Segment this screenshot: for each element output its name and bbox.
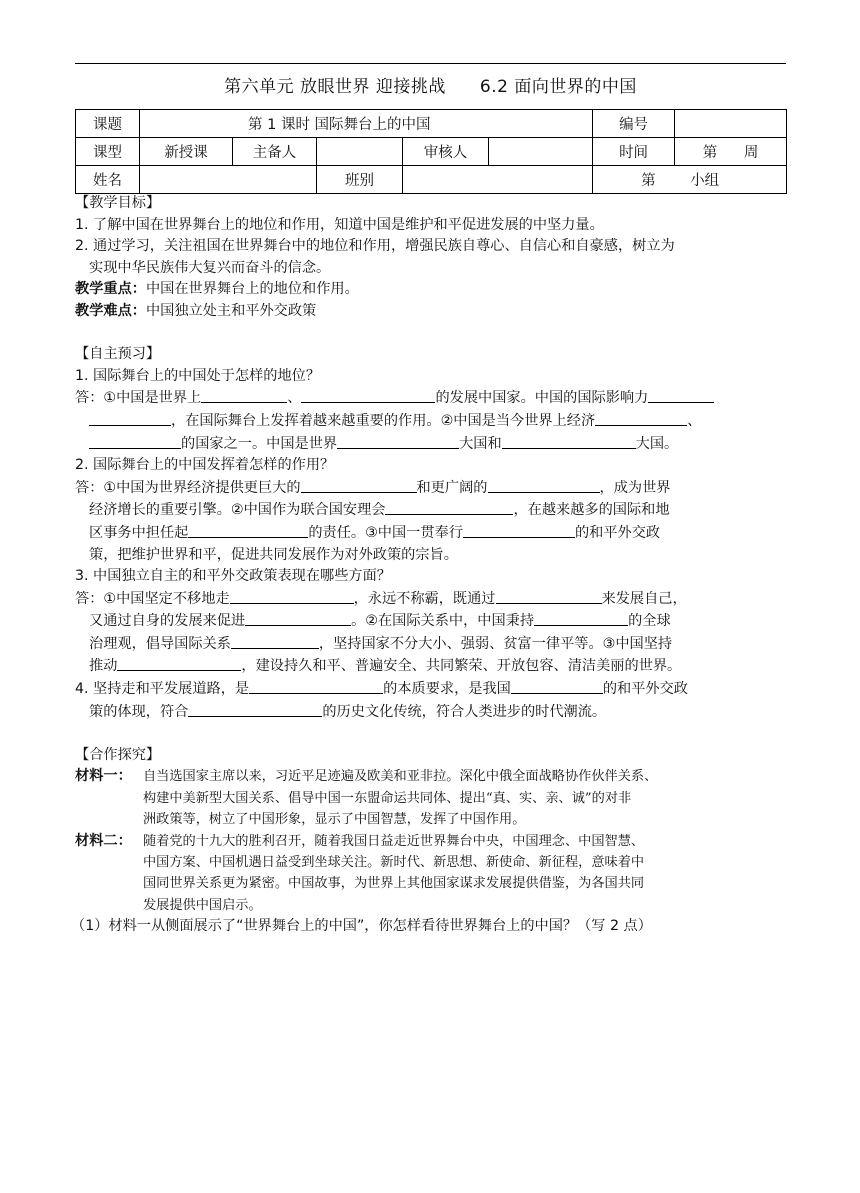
key-point-text: 中国在世界舞台上的地位和作用。 bbox=[145, 281, 359, 298]
question-with-blanks: 4. 坚持走和平发展道路，是 的本质要求，是我国 的和平外交政 bbox=[75, 678, 786, 701]
table-cell: 第 1 课时 国际舞台上的中国 bbox=[140, 110, 593, 138]
fill-blank[interactable] bbox=[301, 387, 435, 403]
difficulty-label: 教学难点： bbox=[75, 302, 146, 319]
answer-line: 策的体现，符合 的历史文化传统，符合人类进步的时代潮流。 bbox=[75, 701, 786, 724]
table-cell: 编号 bbox=[593, 110, 675, 138]
objective-item: 1. 了解中国在世界舞台上的地位和作用，知道中国是维护和平促进发展的中坚力量。 bbox=[75, 216, 604, 233]
question: 2. 国际舞台上的中国发挥着怎样的作用？ bbox=[75, 457, 335, 474]
material-label: 材料一： bbox=[75, 768, 132, 785]
table-cell: 班别 bbox=[317, 166, 403, 194]
table-cell: 课型 bbox=[76, 138, 140, 166]
fill-blank[interactable] bbox=[463, 522, 575, 538]
section-heading: 【合作探究】 bbox=[75, 746, 161, 763]
fill-blank[interactable] bbox=[595, 410, 687, 426]
table-cell: 审核人 bbox=[403, 138, 489, 166]
table-cell: 新授课 bbox=[140, 138, 233, 166]
material-one bbox=[75, 766, 786, 830]
table-cell bbox=[317, 138, 403, 166]
answer-line: 推动 ，建设持久和平、普遍安全、共同繁荣、开放包容、清洁美丽的世界。 bbox=[75, 655, 786, 678]
info-table bbox=[75, 109, 787, 194]
fill-blank[interactable] bbox=[188, 701, 322, 717]
unit-title: 第六单元 放眼世界 迎接挑战 bbox=[224, 77, 446, 97]
table-cell: 第 周 bbox=[675, 138, 787, 166]
answer-line: 答：①中国坚定不移地走 ，永远不称霸，既通过 来发展自己， bbox=[75, 588, 786, 611]
worksheet-content bbox=[71, 193, 786, 938]
answer-line: 答：①中国是世界上 、 的发展中国家。中国的国际影响力 bbox=[75, 387, 786, 410]
fill-blank[interactable] bbox=[648, 387, 714, 403]
fill-blank[interactable] bbox=[385, 499, 513, 515]
material-label: 材料二： bbox=[75, 832, 132, 849]
table-cell: 主备人 bbox=[233, 138, 317, 166]
answer-line: 区事务中担任起 的责任。③中国一贯奉行 的和平外交政 bbox=[75, 522, 786, 545]
section-heading: 【自主预习】 bbox=[75, 346, 161, 363]
fill-blank[interactable] bbox=[301, 477, 417, 493]
fill-blank[interactable] bbox=[230, 588, 354, 604]
table-cell: 第 小组 bbox=[593, 166, 787, 194]
fill-blank[interactable] bbox=[511, 678, 603, 694]
key-point-label: 教学重点： bbox=[75, 281, 146, 298]
objective-item: 实现中华民族伟大复兴而奋斗的信念。 bbox=[89, 259, 331, 276]
fill-blank[interactable] bbox=[488, 477, 600, 493]
fill-blank[interactable] bbox=[496, 588, 602, 604]
answer-line: ，在国际舞台上发挥着越来越重要的作用。②中国是当今世界上经济 、 bbox=[75, 410, 786, 433]
page-title bbox=[75, 72, 786, 97]
material-text: 自当选国家主席以来，习近平足迹遍及欧美和亚非拉。深化中俄全面战略协作伙伴关系、 构建中美新型大国关系、倡导中国一东盟命运共同体、提出“真、实、亲、诚”的对非 洲政策等，树立了中国形象，显示了中国智慧，发挥了中国作用。 bbox=[143, 769, 658, 828]
material-two bbox=[75, 831, 786, 917]
fill-blank[interactable] bbox=[188, 522, 308, 538]
fill-blank[interactable] bbox=[117, 655, 241, 671]
fill-blank[interactable] bbox=[89, 433, 181, 449]
answer-line: 答：①中国为世界经济提供更巨大的 和更广阔的 ，成为世界 bbox=[75, 477, 786, 500]
material-text: 随着党的十九大的胜利召开，随着我国日益走近世界舞台中央，中国理念、中国智慧、 中国方案、中国机遇日益受到坐球关注。新时代、新思想、新使命、新征程，意味着中 国同世界关系更为紧密。中国故事，为世界上其他国家谋求发展提供借鉴，为各国共同 发展提供中国启示。 bbox=[143, 833, 645, 913]
table-cell bbox=[675, 110, 787, 138]
fill-blank[interactable] bbox=[231, 633, 319, 649]
difficulty-text: 中国独立处主和平外交政策 bbox=[145, 302, 317, 319]
table-cell bbox=[403, 166, 593, 194]
table-cell bbox=[489, 138, 593, 166]
question: 3. 中国独立自主的和平外交政策表现在哪些方面？ bbox=[75, 568, 391, 585]
answer-line: 的国家之一。中国是世界 大国和 大国。 bbox=[75, 433, 786, 456]
table-cell: 课题 bbox=[76, 110, 140, 138]
table-row bbox=[76, 166, 787, 194]
table-cell: 姓名 bbox=[76, 166, 140, 194]
fill-blank[interactable] bbox=[337, 433, 459, 449]
answer-line: 又通过自身的发展来促进 。②在国际关系中，中国秉持 的全球 bbox=[75, 610, 786, 633]
fill-blank[interactable] bbox=[502, 433, 636, 449]
answer-line: 策，把维护世界和平，促进共同发展作为对外政策的宗旨。 bbox=[89, 546, 458, 563]
objective-item: 2. 通过学习，关注祖国在世界舞台中的地位和作用，增强民族自尊心、自信心和自豪感，树立为 bbox=[75, 238, 675, 255]
answer-line: 经济增长的重要引擎。②中国作为联合国安理会 ，在越来越多的国际和地 bbox=[75, 499, 786, 522]
table-cell: 时间 bbox=[593, 138, 675, 166]
fill-blank[interactable] bbox=[245, 610, 351, 626]
table-row bbox=[76, 110, 787, 138]
table-cell bbox=[140, 166, 317, 194]
answer-line: 治理观，倡导国际关系 ，坚持国家不分大小、强弱、贫富一律平等。③中国坚持 bbox=[75, 633, 786, 656]
lesson-title: 6.2 面向世界的中国 bbox=[479, 77, 637, 97]
explore-question: （1）材料一从侧面展示了“世界舞台上的中国”，你怎样看待世界舞台上的中国？（写 2 点） bbox=[71, 918, 652, 935]
section-heading: 【教学目标】 bbox=[75, 195, 161, 211]
key-point bbox=[75, 279, 786, 301]
fill-blank[interactable] bbox=[201, 387, 287, 403]
fill-blank[interactable] bbox=[534, 610, 628, 626]
fill-blank[interactable] bbox=[89, 410, 171, 426]
table-row bbox=[76, 138, 787, 166]
fill-blank[interactable] bbox=[249, 678, 383, 694]
question: 1. 国际舞台上的中国处于怎样的地位？ bbox=[75, 367, 321, 384]
top-rule bbox=[75, 63, 786, 64]
difficulty-point bbox=[75, 301, 786, 323]
